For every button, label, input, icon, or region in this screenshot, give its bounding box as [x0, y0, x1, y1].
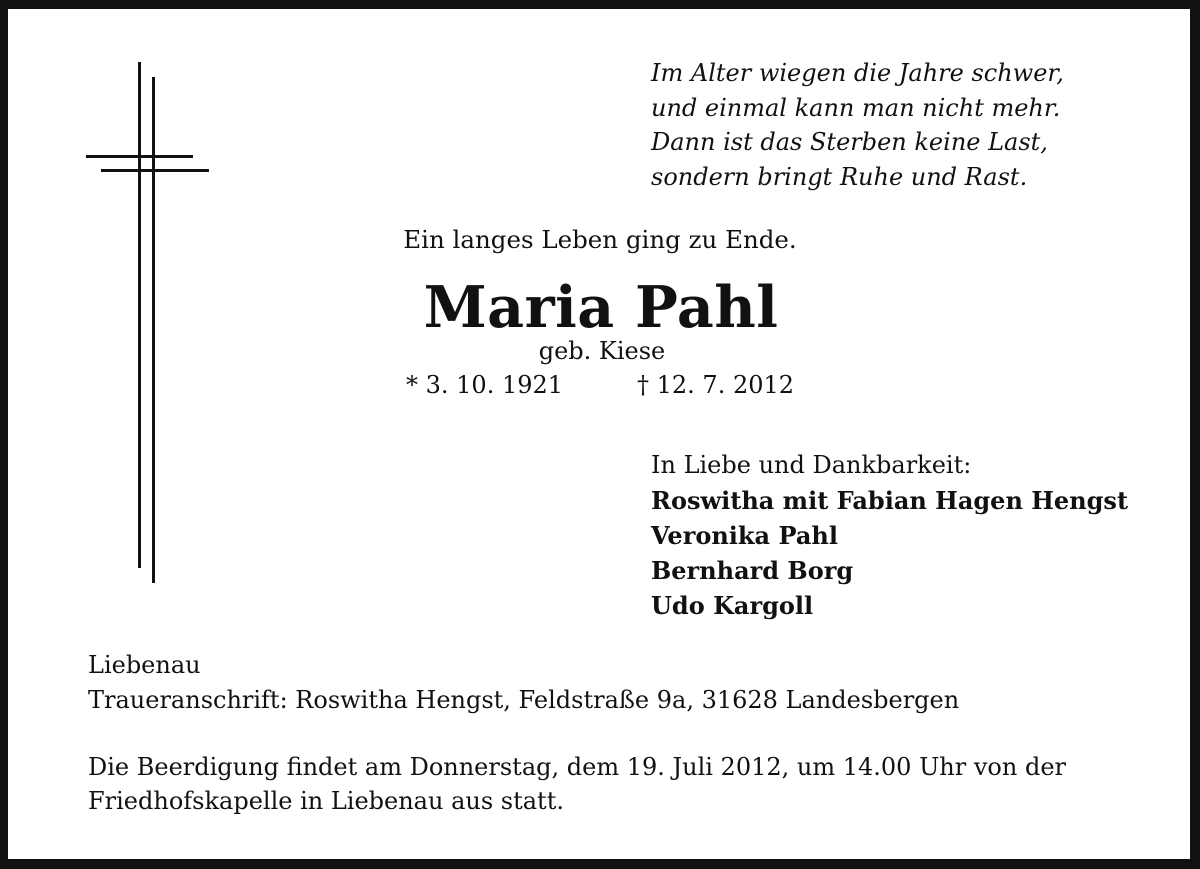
mourner-name: Bernhard Borg — [651, 556, 854, 585]
death-date: † 12. 7. 2012 — [637, 371, 795, 399]
funeral-line: Friedhofskapelle in Liebenau aus statt. — [88, 787, 564, 815]
intro-text-wrapper — [1, 225, 1200, 254]
place-name: Liebenau — [88, 651, 201, 679]
poem — [651, 56, 1064, 194]
mourner-name: Veronika Pahl — [651, 521, 838, 550]
mourners-section — [651, 448, 1128, 623]
birth-name: geb. Kiese — [538, 337, 666, 365]
intro-text: Ein langes Leben ging zu Ende. — [403, 225, 797, 254]
mourners-heading: In Liebe und Dankbarkeit: — [651, 451, 972, 479]
funeral-info — [88, 750, 1066, 818]
poem-line: Im Alter wiegen die Jahre schwer, — [651, 59, 1064, 87]
mourning-address: Traueranschrift: Roswitha Hengst, Feldstraße 9a, 31628 Landesbergen — [88, 685, 960, 714]
life-dates — [406, 371, 795, 399]
mourner-name: Roswitha mit Fabian Hagen Hengst — [651, 486, 1129, 515]
address-section — [88, 648, 959, 717]
birth-date: * 3. 10. 1921 — [406, 371, 564, 399]
poem-line: sondern bringt Ruhe und Rast. — [651, 162, 1028, 191]
deceased-name: Maria Pahl — [423, 274, 779, 341]
funeral-line: Die Beerdigung findet am Donnerstag, dem 19. Juli 2012, um 14.00 Uhr von der — [88, 753, 1066, 781]
mourner-name: Udo Kargoll — [651, 591, 814, 620]
poem-line: Dann ist das Sterben keine Last, — [651, 128, 1048, 156]
poem-line: und einmal kann man nicht mehr. — [651, 93, 1061, 122]
